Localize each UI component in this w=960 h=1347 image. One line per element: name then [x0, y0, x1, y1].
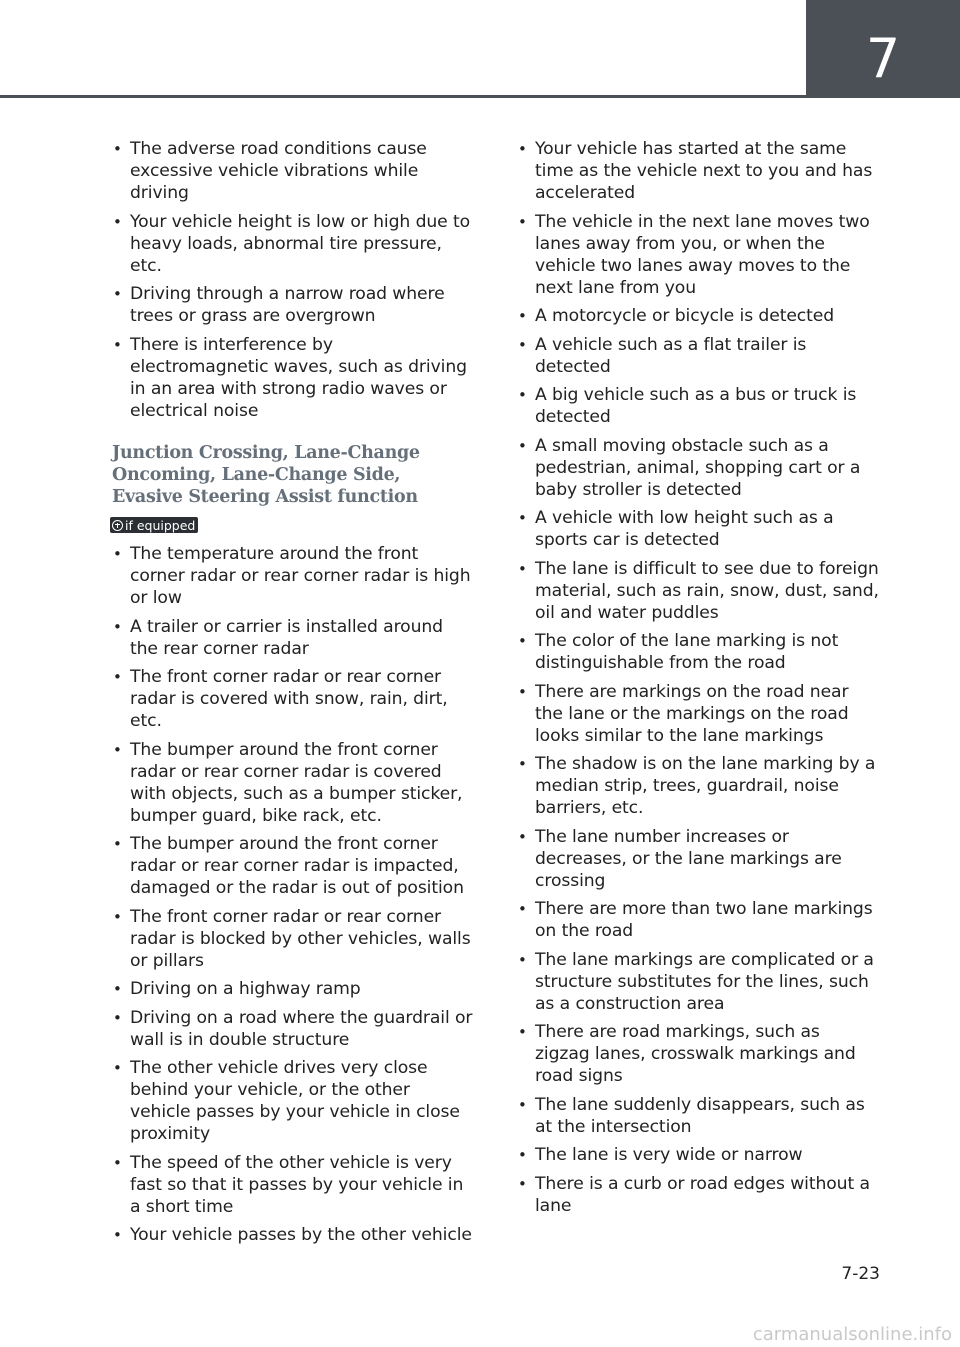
- list-item: • There is a curb or road edges without a lane: [517, 1173, 879, 1217]
- list-item: • Driving through a narrow road where trees or grass are overgrown: [112, 283, 474, 327]
- section-title: Junction Crossing, Lane-Change Oncoming, Lane-Change Side, Evasive Steering Assist function: [112, 442, 420, 507]
- list-item: • The bumper around the front corner radar or rear corner radar is covered with objects, such as a bumper sticker, bumper guard, bike rack, etc.: [112, 739, 474, 827]
- if-equipped-badge: [110, 517, 198, 533]
- page-number: 7-23: [841, 1264, 880, 1284]
- plus-circle-icon: [112, 520, 123, 531]
- badge-label: if equipped: [125, 517, 196, 533]
- watermark[interactable]: carmanualsonline.info: [752, 1324, 952, 1345]
- list-item: • There are more than two lane markings on the road: [517, 898, 879, 942]
- list-item: • The front corner radar or rear corner radar is covered with snow, rain, dirt, etc.: [112, 666, 474, 732]
- list-item: • A vehicle such as a flat trailer is detected: [517, 334, 879, 378]
- list-item: • The front corner radar or rear corner radar is blocked by other vehicles, walls or pillars: [112, 906, 474, 972]
- list-item: • The lane suddenly disappears, such as at the intersection: [517, 1094, 879, 1138]
- list-item: • The lane is difficult to see due to foreign material, such as rain, snow, dust, sand, oil and water puddles: [517, 558, 879, 624]
- list-item: • The lane markings are complicated or a structure substitutes for the lines, such as a construction area: [517, 949, 879, 1015]
- right-column: [517, 138, 879, 1223]
- right-bullet-list: [517, 138, 879, 1217]
- list-item: • Driving on a road where the guardrail or wall is in double structure: [112, 1007, 474, 1051]
- list-item: • A small moving obstacle such as a pedestrian, animal, shopping cart or a baby stroller is detected: [517, 435, 879, 501]
- list-item: • A motorcycle or bicycle is detected: [517, 305, 879, 327]
- list-item: • A big vehicle such as a bus or truck is detected: [517, 384, 879, 428]
- list-item: • Driving on a highway ramp: [112, 978, 474, 1000]
- list-item: • The bumper around the front corner radar or rear corner radar is impacted, damaged or the radar is out of position: [112, 833, 474, 899]
- list-item: • A trailer or carrier is installed around the rear corner radar: [112, 616, 474, 660]
- left-top-bullet-list: [112, 138, 474, 422]
- list-item: • The temperature around the front corner radar or rear corner radar is high or low: [112, 543, 474, 609]
- list-item: • The lane is very wide or narrow: [517, 1144, 879, 1166]
- list-item: • There are markings on the road near the lane or the markings on the road looks similar to the lane markings: [517, 681, 879, 747]
- list-item: • The adverse road conditions cause excessive vehicle vibrations while driving: [112, 138, 474, 204]
- list-item: • The color of the lane marking is not distinguishable from the road: [517, 630, 879, 674]
- list-item: • The shadow is on the lane marking by a median strip, trees, guardrail, noise barriers, etc.: [517, 753, 879, 819]
- list-item: • The speed of the other vehicle is very fast so that it passes by your vehicle in a short time: [112, 1152, 474, 1218]
- list-item: • Your vehicle passes by the other vehicle: [112, 1224, 474, 1246]
- list-item: • There is interference by electromagnetic waves, such as driving in an area with strong radio waves or electrical noise: [112, 334, 474, 422]
- list-item: • There are road markings, such as zigzag lanes, crosswalk markings and road signs: [517, 1021, 879, 1087]
- left-bottom-bullet-list: [112, 543, 474, 1246]
- list-item: • The lane number increases or decreases, or the lane markings are crossing: [517, 826, 879, 892]
- chapter-tab: 7: [806, 0, 960, 98]
- header-rule: [0, 95, 808, 98]
- list-item: • Your vehicle has started at the same time as the vehicle next to you and has accelerated: [517, 138, 879, 204]
- list-item: • A vehicle with low height such as a sports car is detected: [517, 507, 879, 551]
- list-item: • The vehicle in the next lane moves two lanes away from you, or when the vehicle two lanes away moves to the next lane from you: [517, 211, 879, 299]
- list-item: • Your vehicle height is low or high due to heavy loads, abnormal tire pressure, etc.: [112, 211, 474, 277]
- list-item: • The other vehicle drives very close behind your vehicle, or the other vehicle passes by your vehicle in close proximity: [112, 1057, 474, 1145]
- left-column: [112, 138, 474, 1253]
